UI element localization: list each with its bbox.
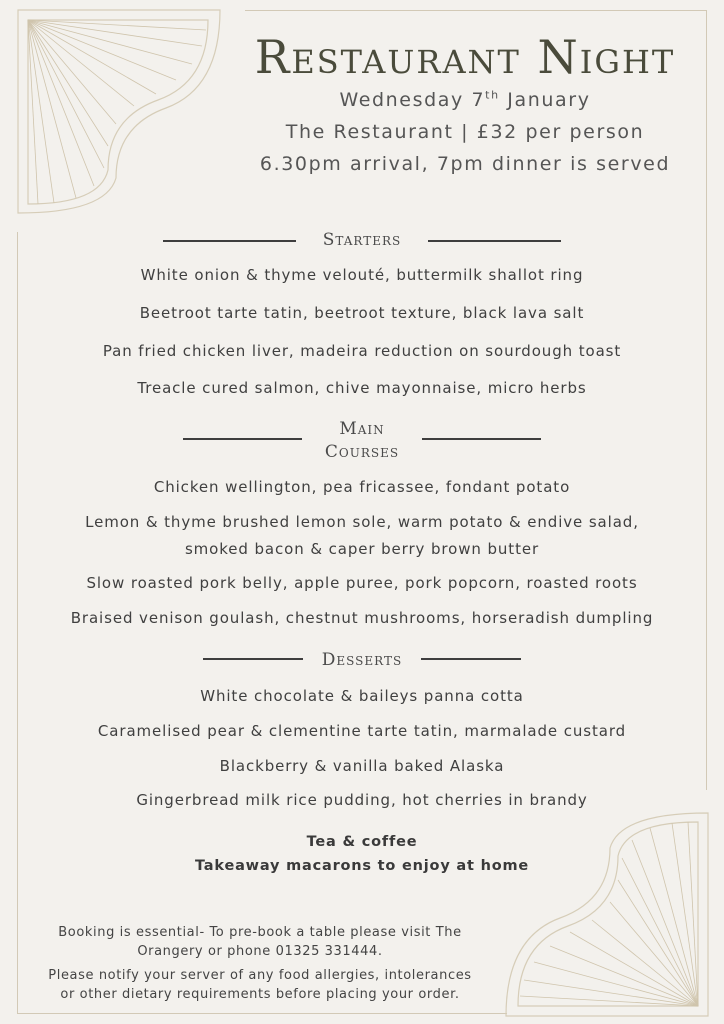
dessert-item: Blackberry & vanilla baked Alaska	[219, 757, 505, 775]
main-item: Chicken wellington, pea fricassee, fondant potato	[153, 478, 571, 496]
main-item: Lemon & thyme brushed lemon sole, warm potato & endive salad,	[85, 513, 639, 531]
event-date-month: January	[499, 89, 591, 111]
tea-coffee-line: Tea & coffee	[306, 834, 418, 850]
page-title: Restaurant Night	[254, 30, 676, 84]
dessert-item: White chocolate & baileys panna cotta	[200, 687, 524, 705]
starter-item: White onion & thyme velouté, buttermilk shallot ring	[140, 266, 584, 284]
event-timing: 6.30pm arrival, 7pm dinner is served	[259, 153, 671, 175]
event-date	[215, 88, 715, 112]
starter-item: Treacle cured salmon, chive mayonnaise, micro herbs	[137, 379, 587, 397]
event-date-ordinal: th	[485, 88, 500, 102]
desserts-heading: Desserts	[321, 650, 403, 670]
frame-top-line	[245, 10, 707, 11]
main-item-continued: smoked bacon & caper berry brown butter	[184, 540, 540, 558]
starter-item: Beetroot tarte tatin, beetroot texture, black lava salt	[139, 304, 585, 322]
starter-item: Pan fried chicken liver, madeira reduction on sourdough toast	[102, 342, 622, 360]
main-item: Slow roasted pork belly, apple puree, pork popcorn, roasted roots	[86, 574, 638, 592]
main-item: Braised venison goulash, chestnut mushrooms, horseradish dumpling	[70, 609, 654, 627]
booking-note-line2: Orangery or phone 01325 331444.	[137, 944, 383, 959]
frame-left-line	[17, 232, 18, 1014]
dessert-item: Gingerbread milk rice pudding, hot cherries in brandy	[136, 791, 588, 809]
starters-heading: Starters	[322, 230, 402, 250]
macarons-line: Takeaway macarons to enjoy at home	[194, 858, 530, 874]
allergy-note-line1: Please notify your server of any food allergies, intolerances	[48, 968, 472, 983]
venue-price: The Restaurant | £32 per person	[285, 121, 645, 143]
event-date-day: Wednesday 7	[339, 89, 486, 111]
allergy-note-line2: or other dietary requirements before placing your order.	[60, 987, 460, 1002]
top-left-fan-ornament	[16, 8, 226, 218]
dessert-item: Caramelised pear & clementine tarte tatin, marmalade custard	[97, 722, 627, 740]
mains-heading-line1: Main	[339, 419, 385, 439]
mains-heading-line2: Courses	[324, 442, 400, 462]
booking-note-line1: Booking is essential- To pre-book a table please visit The	[58, 925, 462, 940]
frame-bottom-line	[17, 1013, 507, 1014]
